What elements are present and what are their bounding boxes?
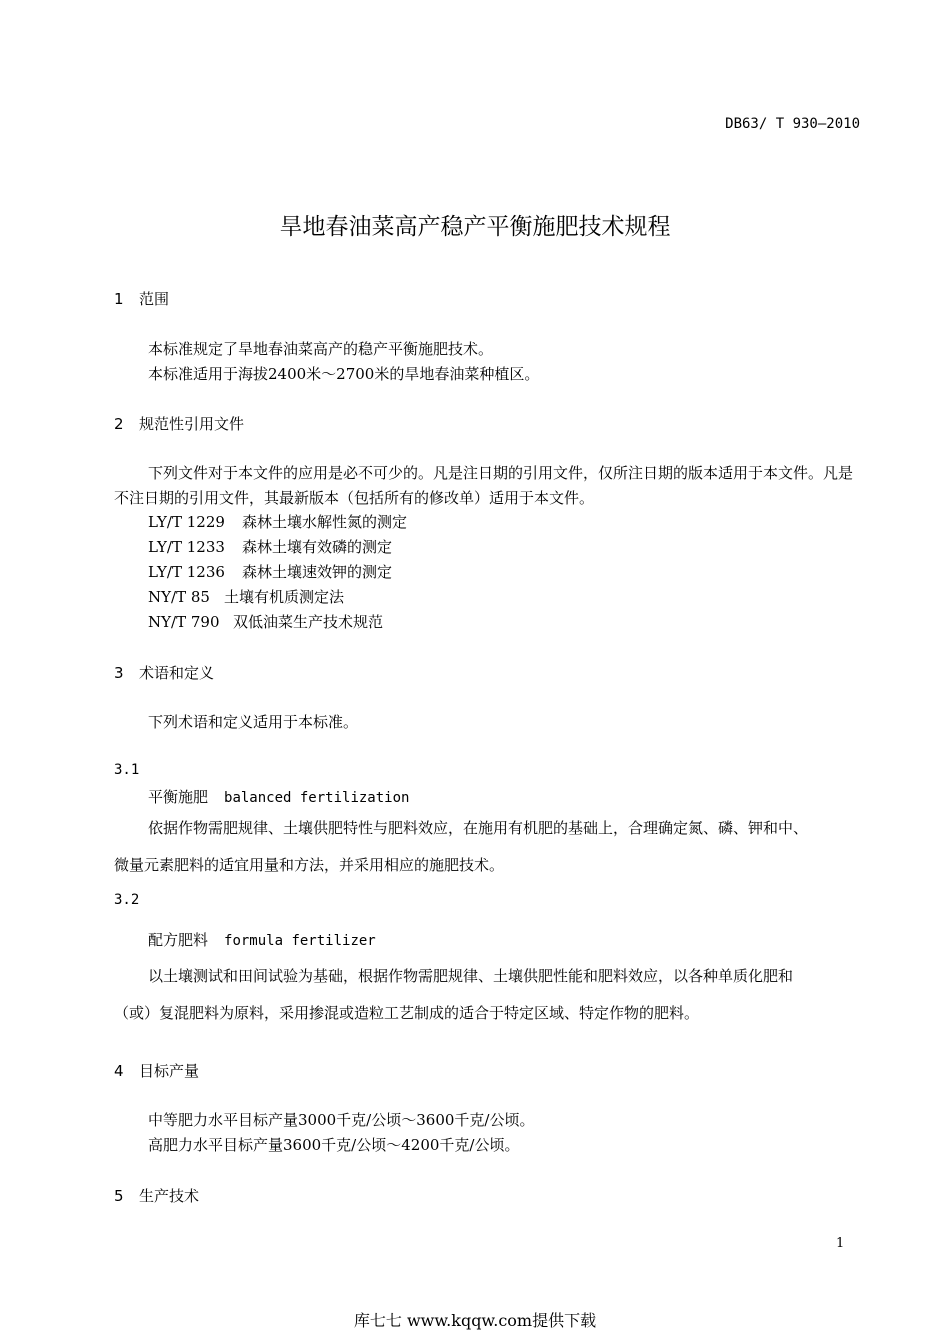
definition-line: 微量元素肥料的适宜用量和方法，并采用相应的施肥技术。 [114, 856, 505, 874]
reference-item [148, 611, 383, 632]
page-title: 旱地春油菜高产稳产平衡施肥技术规程 [279, 214, 671, 240]
reference-name: 土壤有机质测定法 [224, 588, 345, 606]
reference-code: NY/T 790 [148, 613, 220, 631]
term-entry [148, 929, 376, 950]
page-number: 1 [836, 1236, 845, 1251]
section-number: 1 [114, 290, 124, 308]
reference-item [148, 536, 392, 557]
section-number: 2 [114, 415, 124, 433]
reference-name: 双低油菜生产技术规范 [233, 613, 384, 631]
section-4-heading [114, 1060, 199, 1081]
section-title: 目标产量 [139, 1062, 200, 1080]
paragraph: 下列术语和定义适用于本标准。 [148, 713, 359, 731]
section-title: 术语和定义 [139, 664, 215, 682]
term-number: 3.1 [114, 762, 140, 778]
term-en: balanced fertilization [224, 790, 410, 806]
section-number: 5 [114, 1187, 124, 1205]
paragraph: 高肥力水平目标产量3600千克/公顷～4200千克/公顷。 [148, 1136, 520, 1154]
reference-code: LY/T 1229 [148, 513, 225, 531]
reference-name: 森林土壤速效钾的测定 [242, 563, 393, 581]
term-zh: 配方肥料 [148, 931, 209, 949]
term-number: 3.2 [114, 892, 140, 908]
paragraph: 本标准规定了旱地春油菜高产的稳产平衡施肥技术。 [148, 340, 494, 358]
term-entry [148, 786, 409, 807]
document-code: DB63/ T 930—2010 [725, 116, 860, 132]
reference-name: 森林土壤水解性氮的测定 [242, 513, 408, 531]
reference-code: LY/T 1233 [148, 538, 225, 556]
reference-code: LY/T 1236 [148, 563, 225, 581]
section-1-heading [114, 288, 169, 309]
section-title: 生产技术 [139, 1187, 200, 1205]
definition-line: 以土壤测试和田间试验为基础，根据作物需肥规律、土壤供肥性能和肥料效应，以各种单质化肥和 [148, 967, 794, 985]
paragraph: 本标准适用于海拔2400米～2700米的旱地春油菜种植区。 [148, 365, 540, 383]
section-2-heading [114, 413, 244, 434]
reference-item [148, 561, 392, 582]
definition-line: （或）复混肥料为原料，采用掺混或造粒工艺制成的适合于特定区域、特定作物的肥料。 [114, 1004, 700, 1022]
section-number: 4 [114, 1062, 124, 1080]
term-en: formula fertilizer [224, 933, 376, 949]
section-title: 规范性引用文件 [139, 415, 245, 433]
section-number: 3 [114, 664, 124, 682]
reference-item [148, 511, 407, 532]
section-title: 范围 [139, 290, 170, 308]
section-3-heading [114, 662, 214, 683]
section-5-heading [114, 1185, 199, 1206]
footer-watermark: 库七七 www.kqqw.com提供下载 [353, 1311, 597, 1330]
reference-code: NY/T 85 [148, 588, 210, 606]
term-zh: 平衡施肥 [148, 788, 209, 806]
reference-name: 森林土壤有效磷的测定 [242, 538, 393, 556]
definition-line: 依据作物需肥规律、土壤供肥特性与肥料效应，在施用有机肥的基础上，合理确定氮、磷、钾和中、 [148, 819, 809, 837]
reference-item [148, 586, 344, 607]
paragraph: 中等肥力水平目标产量3000千克/公顷～3600千克/公顷。 [148, 1111, 535, 1129]
paragraph: 下列文件对于本文件的应用是必不可少的。凡是注日期的引用文件，仅所注日期的版本适用于本文件。凡是不注日期的引用文件，其最新版本（包括所有的修改单）适用于本文件。 [114, 464, 854, 507]
